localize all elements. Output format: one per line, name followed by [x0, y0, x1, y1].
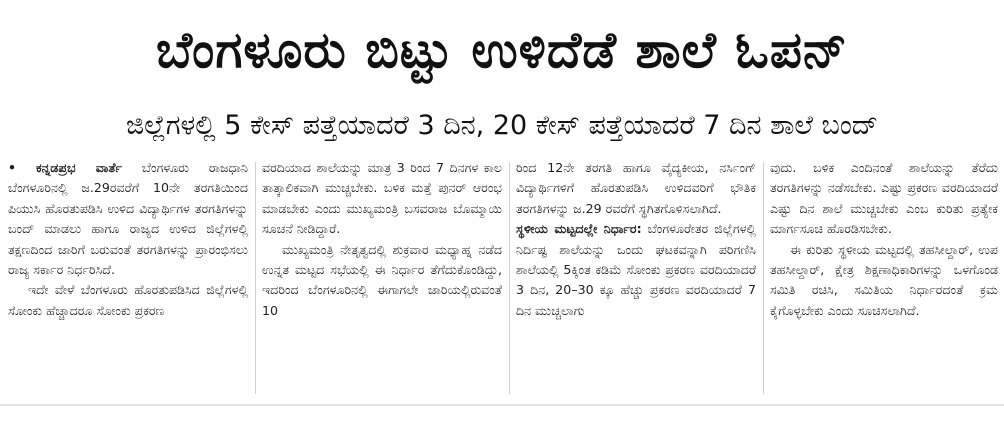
paragraph: ಬೆಂಗಳೂರೇತರ ಜಿಲ್ಲೆಗಳಲ್ಲಿ ನಿರ್ದಿಷ್ಟ ಶಾಲೆಯನ್ನು ಒಂದು ಘಟಕವನ್ನಾಗಿ ಪರಿಗಣಿಸಿ ಶಾಲೆಯಲ್ಲಿ 5ಕ್ಕಿಂತ ಕಡಿಮೆ ಸೋಂಕು ಪ್ರಕರಣ ವರದಿಯಾದರೆ 3 ದಿನ, 20–30 ಕ್ಕೂ ಹೆಚ್ಚು ಪ್ರಕರಣ ವರದಿಯಾದರೆ 7 ದಿನ ಮುಚ್ಚಲಾಗು	[516, 221, 756, 318]
subheading: ಸ್ಥಳೀಯ ಮಟ್ಟದಲ್ಲೇ ನಿರ್ಧಾರ:	[516, 221, 642, 237]
dateline: ಬೆಂಗಳೂರು	[141, 160, 189, 175]
bullet-icon: •	[8, 160, 17, 175]
article-body	[8, 158, 998, 398]
column-divider	[509, 162, 510, 394]
bottom-divider	[0, 404, 1004, 406]
paragraph: ಈ ಕುರಿತು ಸ್ಥಳೀಯ ಮಟ್ಟದಲ್ಲಿ ತಹಸೀಲ್ದಾರ್, ಉಪ ತಹಸೀಲ್ದಾರ್, ಕ್ಷೇತ್ರ ಶಿಕ್ಷಣಾಧಿಕಾರಿಗಳನ್ನು ಒಳಗೊಂಡ ಸಮಿತಿ ರಚಿಸಿ, ಸಮಿತಿಯ ನಿರ್ಧಾರದಂತೆ ಕ್ರಮ ಕೈಗೊಳ್ಳಬೇಕು ಎಂದು ಸೂಚಿಸಲಾಗಿದೆ.	[770, 241, 998, 318]
article-column-2	[262, 158, 502, 398]
article-column-4	[770, 158, 998, 398]
paragraph: ವುದು. ಬಳಿಕ ಎಂದಿನಂತೆ ಶಾಲೆಯನ್ನು ತೆರೆದು ತರಗತಿಗಳನ್ನು ನಡೆಸಬೇಕು. ಎಷ್ಟು ಪ್ರಕರಣ ವರದಿಯಾದರೆ ಎಷ್ಟು ದಿನ ಶಾಲೆ ಮುಚ್ಚಬೇಕು ಎಂಬ ಕುರಿತು ಪ್ರತ್ಯೇಕ ಮಾರ್ಗಸೂಚಿ ಹೊರಡಿಸಬೇಕು.	[770, 160, 998, 237]
section-paragraph	[516, 219, 756, 321]
subheadline: ಜಿಲ್ಲೆಗಳಲ್ಲಿ 5 ಕೇಸ್ ಪತ್ತೆಯಾದರೆ 3 ದಿನ, 20 ಕೇಸ್ ಪತ್ತೆಯಾದರೆ 7 ದಿನ ಶಾಲೆ ಬಂದ್	[126, 110, 878, 141]
article-column-1	[8, 158, 248, 398]
paragraph: ರಿಂದ 12ನೇ ತರಗತಿ ಹಾಗೂ ವೈದ್ಯಕೀಯ, ನರ್ಸಿಂಗ್ ವಿದ್ಯಾರ್ಥಿಗಳಿಗೆ ಹೊರತುಪಡಿಸಿ ಉಳಿದವರಿಗೆ ಭೌತಿಕ ತರಗತಿಗಳನ್ನು ಜ.29 ರವರೆಗೆ ಸ್ಥಗಿತಗೊಳಿಸಲಾಗಿದೆ.	[516, 160, 756, 216]
column-divider	[763, 162, 764, 394]
paragraph: ಇದೇ ವೇಳೆ ಬೆಂಗಳೂರು ಹೊರತುಪಡಿಸಿದ ಜಿಲ್ಲೆಗಳಲ್ಲಿ ಸೋಂಕು ಹೆಚ್ಚಾದರೂ ಸೋಂಕು ಪ್ರಕರಣ	[8, 282, 248, 318]
byline: ಕನ್ನಡಪ್ರಭ ವಾರ್ತೆ	[35, 160, 123, 175]
paragraph: ಮುಖ್ಯಮಂತ್ರಿ ನೇತೃತ್ವದಲ್ಲಿ ಶುಕ್ರವಾರ ಮಧ್ಯಾಹ್ನ ನಡೆದ ಉನ್ನತ ಮಟ್ಟದ ಸಭೆಯಲ್ಲಿ ಈ ನಿರ್ಧಾರ ತೆಗೆದುಕೊಂಡಿದ್ದು, ಇದರಿಂದ ಬೆಂಗಳೂರಿನಲ್ಲಿ ಈಗಾಗಲೇ ಜಾರಿಯಲ್ಲಿರುವಂತೆ 10	[262, 241, 502, 318]
article-column-3	[516, 158, 756, 398]
article-lead	[8, 158, 248, 280]
paragraph: ರಾಜಧಾನಿ ಬೆಂಗಳೂರಿನಲ್ಲಿ ಜ.29ರವರೆಗೆ 10ನೇ ತರಗತಿಯಿಂದ ಪಿಯುಸಿ ಹೊರತುಪಡಿಸಿ ಉಳಿದ ವಿದ್ಯಾರ್ಥಿಗಳ ತರಗತಿಗಳನ್ನು ಬಂದ್ ಮಾಡಲು ಹಾಗೂ ರಾಜ್ಯದ ಉಳಿದ ಜಿಲ್ಲೆಗಳಲ್ಲಿ ತಕ್ಷಣದಿಂದ ಜಾರಿಗೆ ಬರುವಂತೆ ತರಗತಿಗಳನ್ನು ಪ್ರಾರಂಭಿಸಲು ರಾಜ್ಯ ಸರ್ಕಾರ ನಿರ್ಧರಿಸಿದೆ.	[8, 160, 248, 278]
headline: ಬೆಂಗಳೂರು ಬಿಟ್ಟು ಉಳಿದೆಡೆ ಶಾಲೆ ಓಪನ್	[156, 21, 848, 79]
paragraph: ವರದಿಯಾದ ಶಾಲೆಯನ್ನು ಮಾತ್ರ 3 ರಿಂದ 7 ದಿನಗಳ ಕಾಲ ತಾತ್ಕಾಲಿಕವಾಗಿ ಮುಚ್ಚಬೇಕು. ಬಳಿಕ ಮತ್ತೆ ಪುನರ್ ಆರಂಭ ಮಾಡಬೇಕು ಎಂದು ಮುಖ್ಯಮಂತ್ರಿ ಬಸವರಾಜ ಬೊಮ್ಮಾಯಿ ಸೂಚನೆ ನೀಡಿದ್ದಾರೆ.	[262, 160, 502, 237]
column-divider	[255, 162, 256, 394]
